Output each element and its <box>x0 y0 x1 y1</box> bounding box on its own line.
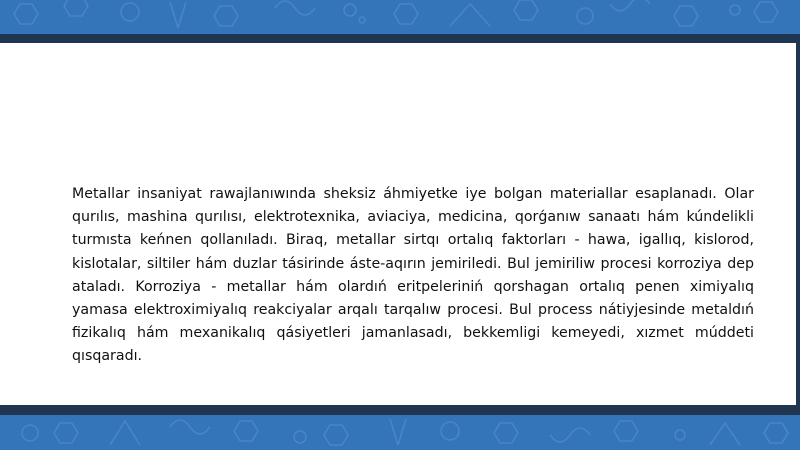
bottom-navy-stripe <box>0 405 800 415</box>
top-decorative-pattern-band <box>0 0 800 34</box>
chemistry-doodle-pattern <box>0 0 800 34</box>
chemistry-doodle-pattern <box>0 415 800 450</box>
body-paragraph: Metallar insaniyat rawajlanıwında sheksiz áhmiyetke iye bolgan materiallar esaplanadı. Olar qurılıs, mashina qurılısı, elektrotexnika, aviaciya, medicina, qorǵanıw sanaatı hám kúndelikli turmısta keńnen qollanıladı. Biraq, metallar sirtqı ortalıq faktorları - hawa, igallıq, kislorod, kislotalar, siltiler hám duzlar tásirinde áste-aqırın jemiriledi. Bul jemiriliw procesi korroziya dep ataladı. Korroziya - metallar hám olardıń eritpeleriniń qorshagan ortalıq penen ximiyalıq yamasa elektroximiyalıq reakciyalar arqalı tarqalıw procesi. Bul process nátiyjesinde metaldıń fizikalıq hám mexanikalıq qásiyetleri jamanlasadı, bekkemligi kemeyedi, xızmet múddeti qısqaradı. <box>72 186 754 365</box>
bottom-decorative-pattern-band <box>0 415 800 450</box>
slide-content-panel <box>0 43 800 405</box>
top-navy-stripe <box>0 34 800 43</box>
